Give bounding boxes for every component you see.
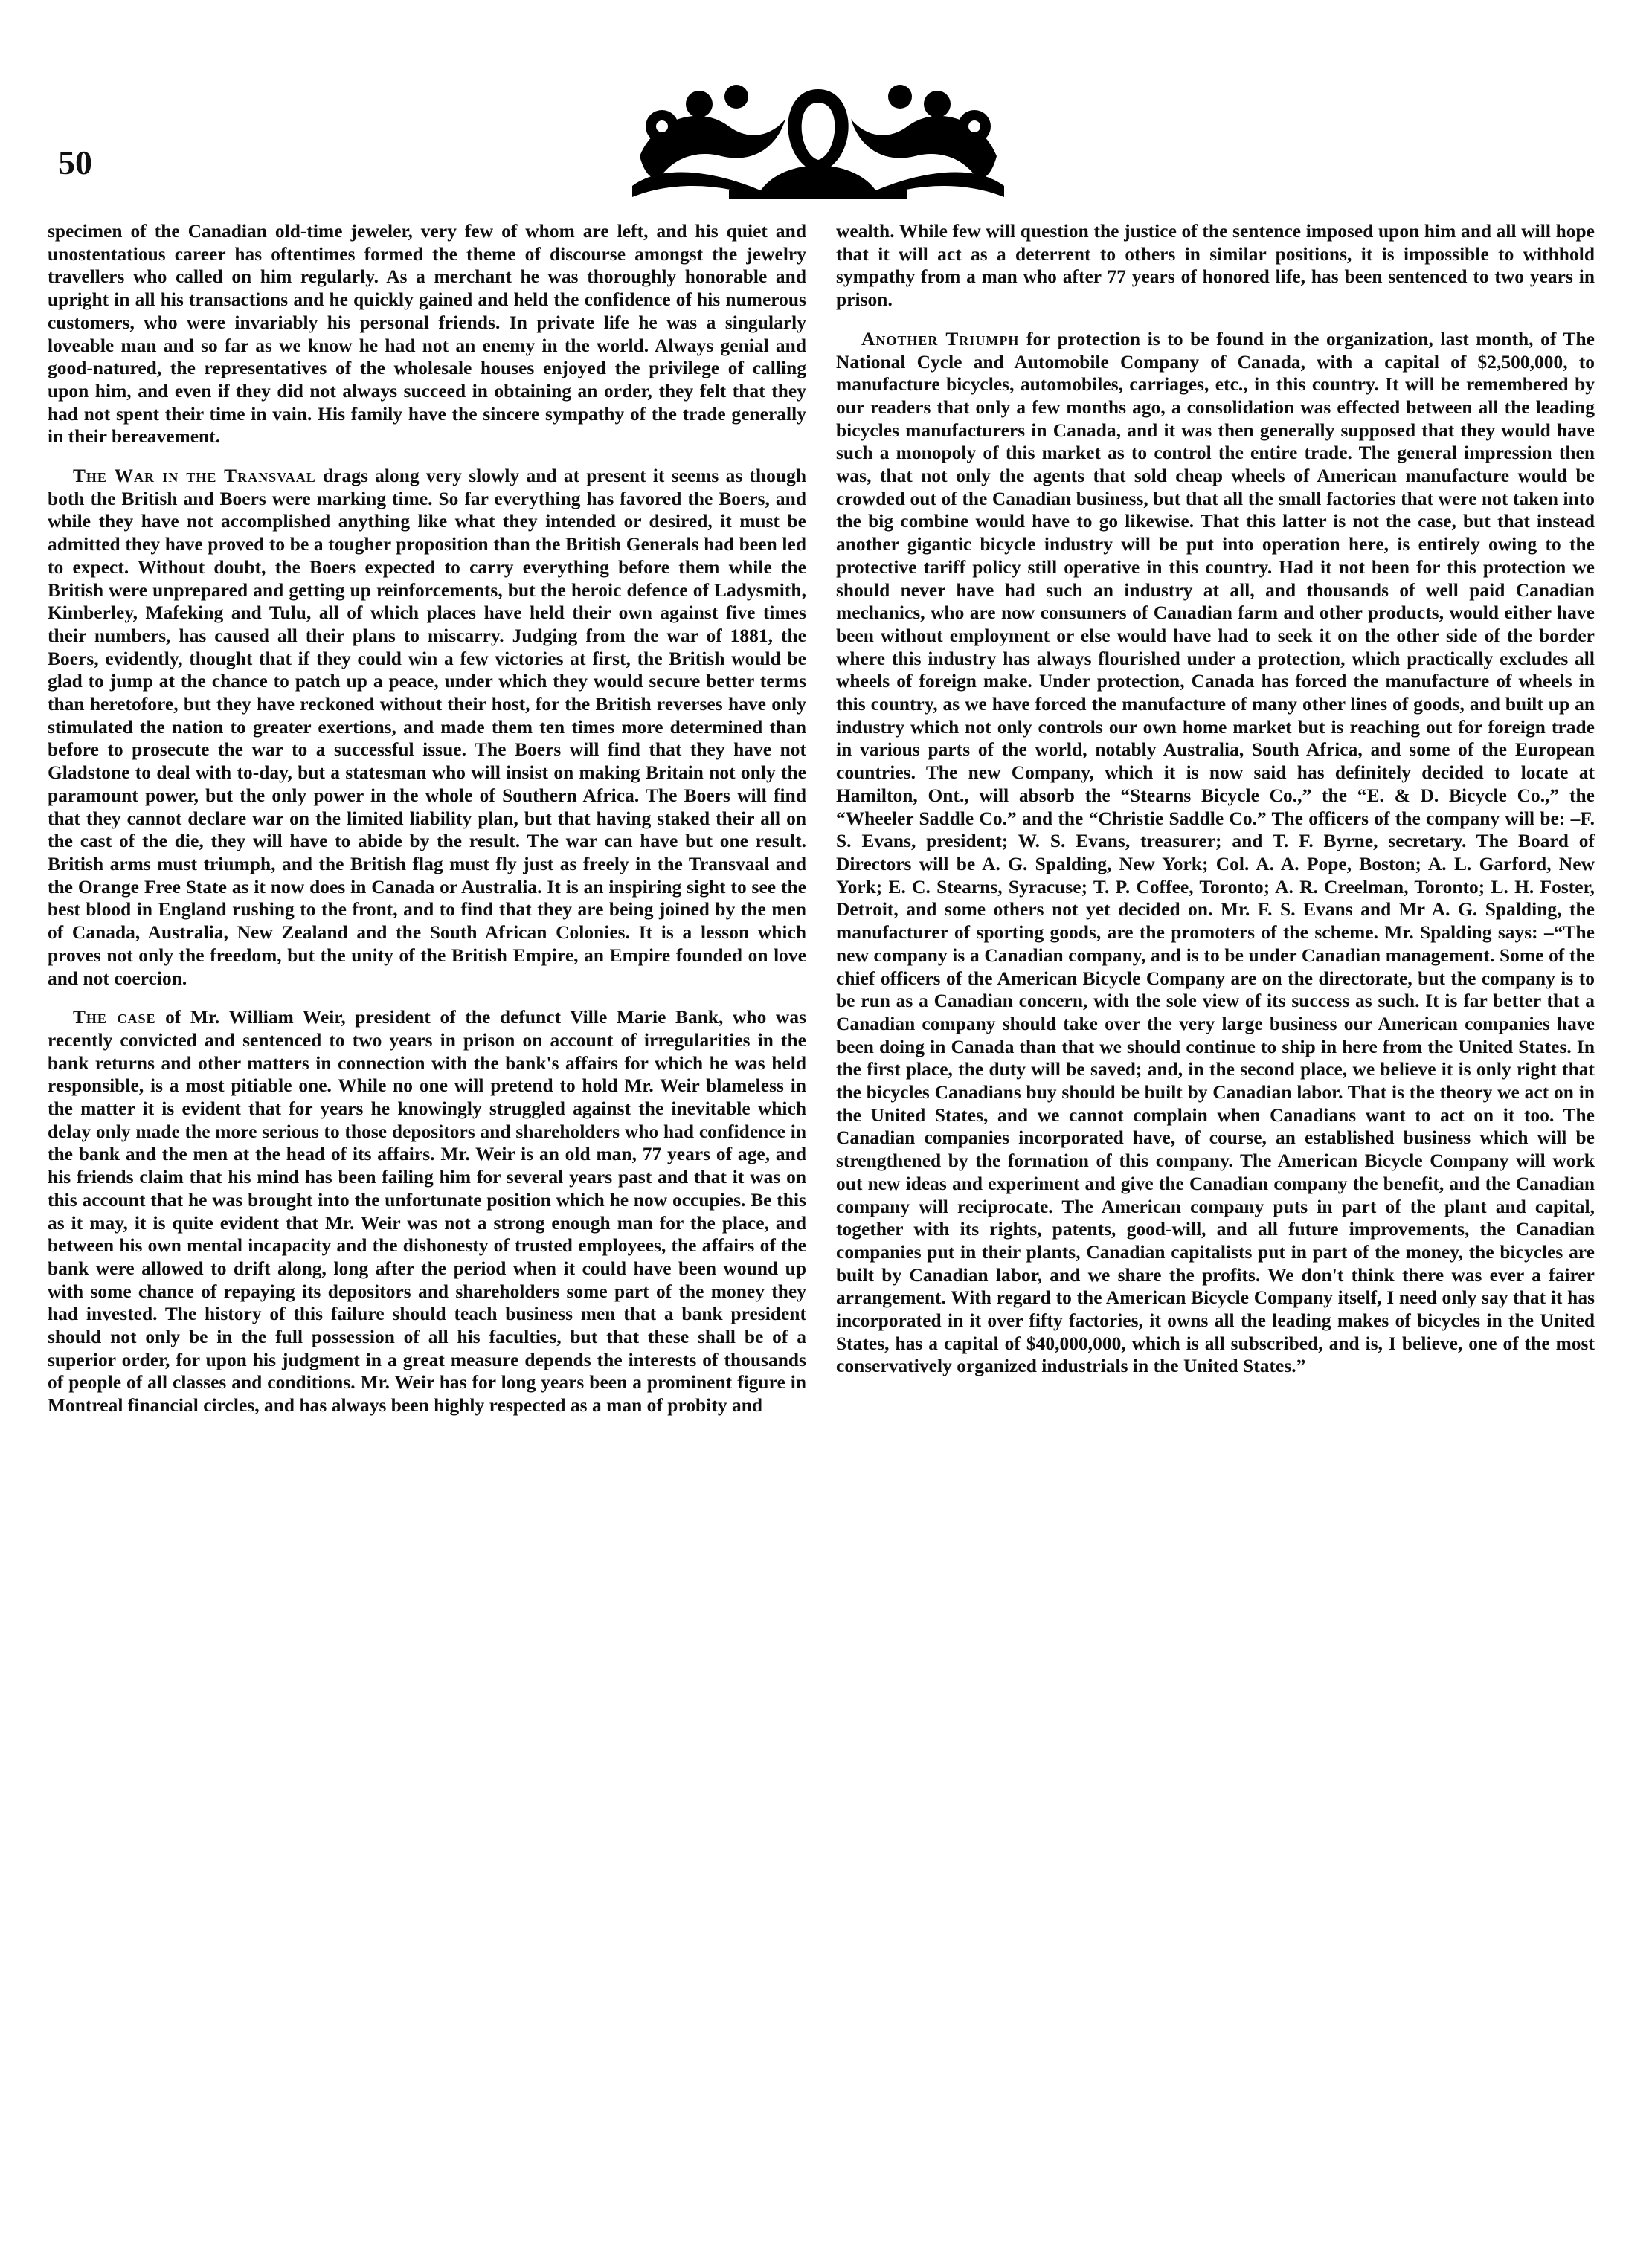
left-column: [48, 220, 806, 1434]
article-paragraph: The War in the Transvaal drags along very slowly and at present it seems as though both the British and Boers were marking time. So far everything has favored the Boers, and while they have not accomplished anything like what they intended or desired, it must be admitted they have proved to be a tougher proposition than the British Generals had been led to expect. Without doubt, the Boers expected to carry everything before them while the British were unprepared and getting up reinforcements, but the heroic defence of Ladysmith, Kimberley, Mafeking and Tulu, all of which places have held their own against five times their numbers, has caused all their plans to miscarry. Judging from the war of 1881, the Boers, evidently, thought that if they could win a few victories at first, the British would be glad to jump at the chance to patch up a peace, under which they would secure better terms than heretofore, but they have reckoned without their host, for the British reverses have only stimulated the nation to greater exertions, and made them ten times more determined than before to prosecute the war to a successful issue. The Boers will find that they have not Gladstone to deal with to-day, but a statesman who will insist on making Britain not only the paramount power, but the only power in the whole of Southern Africa. The Boers will find that they cannot declare war on the limited liability plan, but that having staked their all on the cast of the die, they will have to abide by the result. The war can have but one result. British arms must triumph, and the British flag must fly just as freely in the Transvaal and the Orange Free State as it now does in Canada or Australia. It is an inspiring sight to see the best blood in England rushing to the front, and to find that they are being joined by the men of Canada, Australia, New Zealand and the South African Colonies. It is a lesson which proves not only the freedom, but the unity of the British Empire, an Empire founded on love and not coercion.: [48, 465, 806, 989]
paragraph-lead: The case: [73, 1007, 156, 1028]
page-number: 50: [58, 144, 92, 181]
floral-scroll-ornament-icon: [610, 45, 1026, 208]
article-paragraph: Another Triumph for protection is to be found in the organization, last month, of The National Cycle and Automobile Company of Canada, with a capital of $2,500,000, to manufacture bicycles, automobiles, carriages, etc., in this country. It will be remembered by our readers that only a few months ago, a consolidation was effected between all the leading bicycles manufacturers in Canada, and it was then generally supposed that they would have such a monopoly of this market as to control the entire trade. The general impression then was, that not only the agents that sold cheap wheels of American manufacture would be crowded out of the Canadian business, but that all the small factories that were not taken into the big combine would have to go likewise. That this latter is not the case, but that instead another gigantic bicycle industry will be put into operation here, is entirely owing to the protective tariff policy still operative in this country. Had it not been for this protection we should never have had such an industry at all, and thousands of well paid Canadian mechanics, who are now consumers of Canadian farm and other products, would either have been without employment or else would have had to seek it on the other side of the border where this industry has always flourished under a protection, which practically excludes all wheels of foreign make. Under protection, Canada has forced the manufacture of wheels in this country, as we have forced the manufacture of many other lines of goods, and built up an industry which not only controls our own home market but is reaching out for foreign trade in various parts of the world, notably Australia, South Africa, and some of the European countries. The new Company, which it is now said has definitely decided to locate at Hamilton, Ont., will absorb the “Stearns Bicycle Co.,” the “E. & D. Bicycle Co.,” the “Wheeler Saddle Co.” and the “Christie Saddle Co.” The officers of the company will be: –F. S. Evans, president; W. S. Evans, treasurer; and T. F. Byrne, secretary. The Board of Directors will be A. G. Spalding, New York; Col. A. A. Pope, Boston; A. L. Garford, New York; E. C. Stearns, Syracuse; T. P. Coffee, Toronto; A. R. Creelman, Toronto; L. H. Foster, Detroit, and some others not yet decided on. Mr. F. S. Evans and Mr A. G. Spalding, the manufacturer of sporting goods, are the promoters of the scheme. Mr. Spalding says: –“The new company is a Canadian company, and is to be under Canadian management. Some of the chief officers of the American Bicycle Company are on the directorate, but the company is to be run as a Canadian concern, with the sole view of its success as such. It is far better that a Canadian company should take over the very large business our American companies have been doing in Canada than that we should continue to ship in here from the United States. In the first place, the duty will be saved; and, in the second place, we believe it is only right that the bicycles Canadians buy should be built by Canadian labor. That is the theory we act on in the United States, and we cannot complain when Canadians want to act on it too. The Canadian companies incorporated have, of course, an established business which will be strengthened by the formation of this company. The American Bicycle Company will work out new ideas and experiment and give the Canadian company the benefit, and the Canadian company will reciprocate. The American company puts in part of the plant and capital, together with its rights, patents, good-will, and all future improvements, the Canadian companies put in their plants, Canadian capitalists put in part of the money, the bicycles are built by Canadian labor, and we share the profits. We don't think there was ever a fairer arrangement. With regard to the American Bicycle Company itself, I need only say that it has incorporated in it over fifty factories, it owns all the leading makes of bicycles in the United States, has a capital of $40,000,000, which is all subscribed, and is, I believe, one of the most conservatively organized industrials in the United States.”: [836, 328, 1595, 1377]
article-paragraph: specimen of the Canadian old-time jeweler, very few of whom are left, and his quiet and unostentatious career has oftentimes formed the theme of discourse amongst the jewelry travellers who called on him regularly. As a merchant he was thoroughly honorable and upright in all his transactions and he quickly gained and held the confidence of his numerous customers, who were invariably his personal friends. In private life he was a singularly loveable man and so far as we know he had not an enemy in the world. Always genial and good-natured, the representatives of the wholesale houses enjoyed the privilege of calling upon him, and even if they did not always succeed in obtaining an order, they felt that they had not spent their time in vain. His family have the sincere sympathy of the trade generally in their bereavement.: [48, 221, 806, 448]
article-paragraph: The case of Mr. William Weir, president of the defunct Ville Marie Bank, who was recently convicted and sentenced to two years in prison on account of irregularities in the bank returns and other matters in connection with the bank's affairs for which he was held responsible, is a most pitiable one. While no one will pretend to hold Mr. Weir blameless in the matter it is evident that for years he knowingly struggled against the inevitable which delay only made the more serious to those depositors and shareholders who had confidence in the bank and the men at the head of its affairs. Mr. Weir is an old man, 77 years of age, and his friends claim that his mind has been failing him for several years past and that it was on this account that he was brought into the unfortunate position which he now occupies. Be this as it may, it is quite evident that Mr. Weir was not a strong enough man for the place, and between his own mental incapacity and the dishonesty of trusted employees, the affairs of the bank were allowed to drift along, long after the period when it could have been wound up with some chance of repaying its depositors and shareholders some part of the money they had invested. The history of this failure should teach business men that a bank president should not only be in the full possession of all his faculties, but that these shall be of a superior order, for upon his judgment in a great measure depends the interests of thousands of people of all classes and conditions. Mr. Weir has for long years been a prominent figure in Montreal financial circles, and has always been highly respected as a man of probity and: [48, 1007, 806, 1417]
right-column: [836, 220, 1595, 1394]
paragraph-lead: Another Triumph: [861, 328, 1020, 349]
article-paragraph: wealth. While few will question the justice of the sentence imposed upon him and all will hope that it will act as a deterrent to others in similar positions, it is impossible to withhold sympathy from a man who after 77 years of honored life, has been sentenced to two years in prison.: [836, 221, 1595, 311]
paragraph-lead: The War in the Transvaal: [73, 465, 316, 487]
